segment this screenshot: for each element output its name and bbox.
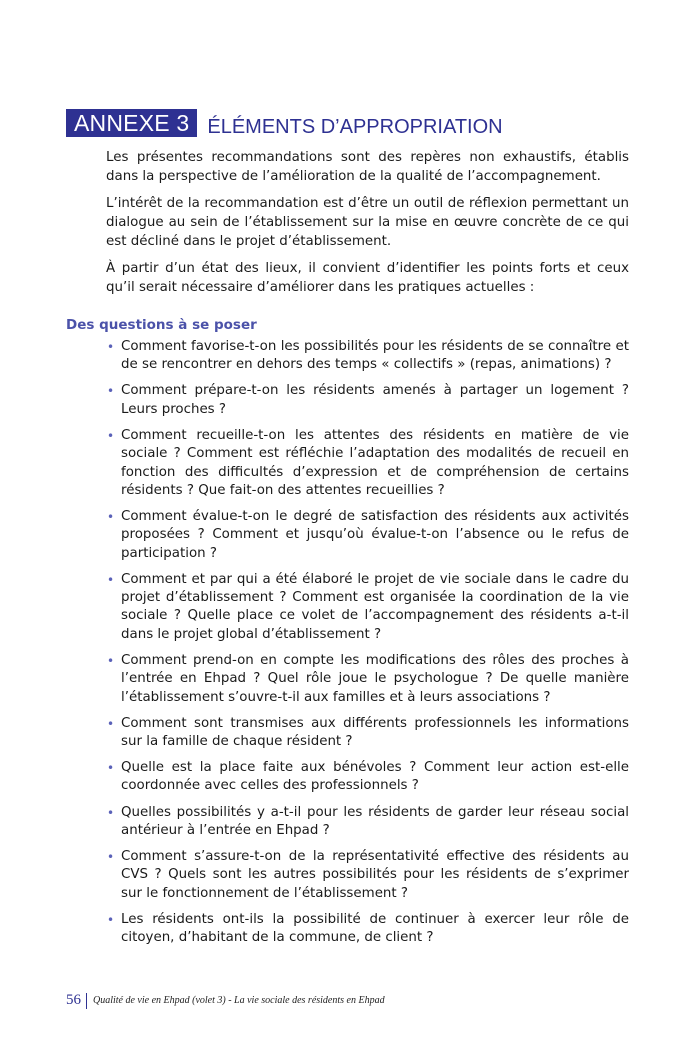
bullet-icon: • bbox=[107, 653, 115, 668]
annexe-header bbox=[66, 107, 503, 139]
question-item bbox=[106, 652, 629, 707]
intro-paragraph: À partir d’un état des lieux, il convient d’identifier les points forts et ceux qu’il serait nécessaire d’améliorer dans les pratiques actuelles : bbox=[106, 261, 629, 295]
question-item bbox=[106, 382, 629, 419]
bullet-icon: • bbox=[107, 850, 115, 865]
question-item bbox=[106, 338, 629, 375]
page-footer bbox=[66, 992, 385, 1009]
page-number: 56 bbox=[66, 992, 81, 1008]
footer-text: Qualité de vie en Ehpad (volet 3) - La vie sociale des résidents en Ehpad bbox=[93, 995, 385, 1006]
footer-divider bbox=[86, 993, 87, 1009]
question-text: Comment sont transmises aux différents professionnels les informations sur la famille de chaque résident ? bbox=[121, 715, 629, 749]
annexe-title: ÉLÉMENTS D’APPROPRIATION bbox=[207, 116, 503, 138]
question-item bbox=[106, 759, 629, 796]
intro-paragraph: L’intérêt de la recommandation est d’être un outil de réflexion permettant un dialogue au sein de l’établissement sur la mise en œuvre concrète de ce qui est décliné dans le projet d’établissement. bbox=[106, 196, 629, 249]
question-item bbox=[106, 911, 629, 948]
annexe-label: ANNEXE 3 bbox=[66, 109, 197, 137]
section-title: Des questions à se poser bbox=[66, 317, 257, 333]
question-text: Comment prépare-t-on les résidents amenés à partager un logement ? Leurs proches ? bbox=[121, 383, 629, 417]
intro-paragraph: Les présentes recommandations sont des repères non exhaustifs, établis dans la perspective de l’amélioration de la qualité de l’accompagnement. bbox=[106, 150, 629, 184]
bullet-icon: • bbox=[107, 428, 115, 443]
question-text: Comment favorise-t-on les possibilités pour les résidents de se connaître et de se rencontrer en dehors des temps « collectifs » (repas, animations) ? bbox=[121, 339, 629, 373]
question-item bbox=[106, 571, 629, 644]
question-text: Quelle est la place faite aux bénévoles ? Comment leur action est-elle coordonnée avec celles des professionnels ? bbox=[121, 760, 629, 794]
question-item bbox=[106, 848, 629, 903]
bullet-icon: • bbox=[107, 912, 115, 927]
bullet-icon: • bbox=[107, 384, 115, 399]
question-item bbox=[106, 427, 629, 500]
bullet-icon: • bbox=[107, 340, 115, 354]
question-text: Comment prend-on en compte les modifications des rôles des proches à l’entrée en Ehpad ? Quel rôle joue le psychologue ? De quelle manière l’établissement s’ouvre-t-il aux familles et à leurs associations ? bbox=[121, 652, 629, 705]
intro-text bbox=[106, 148, 629, 305]
question-item bbox=[106, 804, 629, 841]
question-item bbox=[106, 715, 629, 752]
question-text: Comment évalue-t-on le degré de satisfaction des résidents aux activités proposées ? Comment et jusqu’où évalue-t-on l’absence ou le refus de participation ? bbox=[121, 509, 629, 561]
question-item bbox=[106, 508, 629, 563]
question-text: Comment recueille-t-on les attentes des résidents en matière de vie sociale ? Comment est réfléchie l’adaptation des modalités de recueil en fonction des difficultés d’expression et de compréhension de certains résidents ? Que fait-on des attentes recueillies ? bbox=[121, 427, 629, 498]
bullet-icon: • bbox=[107, 572, 115, 587]
bullet-icon: • bbox=[107, 716, 115, 731]
bullet-icon: • bbox=[107, 510, 115, 525]
questions-list bbox=[106, 338, 629, 955]
bullet-icon: • bbox=[107, 761, 115, 776]
bullet-icon: • bbox=[107, 805, 115, 820]
question-text: Comment s’assure-t-on de la représentativité effective des résidents au CVS ? Quels sont les autres possibilités pour les résidents de s’exprimer sur le fonctionnement de l’établissement ? bbox=[121, 849, 629, 901]
question-text: Comment et par qui a été élaboré le projet de vie sociale dans le cadre du projet d’établissement ? Comment est organisée la coordination de la vie sociale ? Quelle place ce volet de l’accompagnement des résidents a-t-il dans le projet global d’établissement ? bbox=[121, 571, 629, 642]
question-text: Quelles possibilités y a-t-il pour les résidents de garder leur réseau social antérieur à l’entrée en Ehpad ? bbox=[121, 804, 629, 838]
question-text: Les résidents ont-ils la possibilité de continuer à exercer leur rôle de citoyen, d’habitant de la commune, de client ? bbox=[121, 911, 629, 946]
